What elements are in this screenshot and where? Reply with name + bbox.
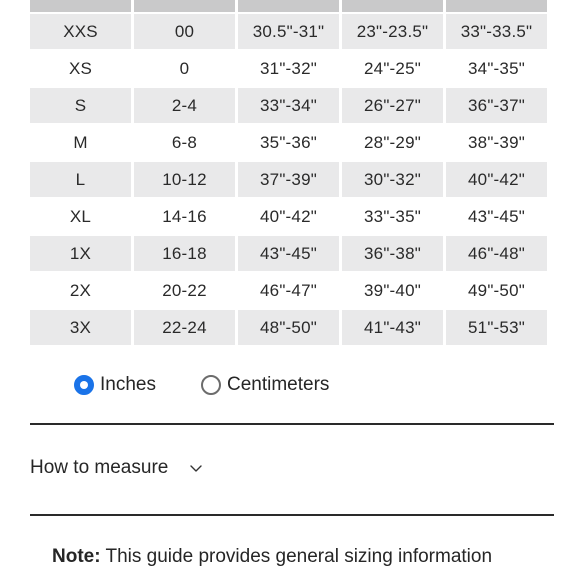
table-cell: 2X: [69, 280, 92, 300]
divider: [30, 423, 554, 425]
table-cell: 46"-48": [446, 236, 547, 271]
table-cell: 31"-32": [260, 58, 317, 78]
centimeters-label: Centimeters: [226, 374, 330, 395]
table-cell: 36"-37": [446, 88, 547, 123]
how-to-measure-label: How to measure: [30, 457, 169, 478]
centimeters-radio[interactable]: [201, 375, 221, 395]
how-to-measure-toggle[interactable]: [30, 457, 202, 479]
size-chart: [30, 0, 554, 352]
table-header-cell: [238, 0, 339, 12]
table-header-cell: [30, 0, 131, 12]
table-row: [30, 310, 547, 345]
table-cell: 36"-38": [342, 236, 443, 271]
table-cell: 00: [134, 14, 235, 49]
table-cell: 6-8: [171, 132, 198, 152]
table-cell: 41"-43": [342, 310, 443, 345]
table-row: [30, 88, 547, 123]
table-cell: 2-4: [134, 88, 235, 123]
table-cell: L: [30, 162, 131, 197]
divider: [30, 514, 554, 516]
table-cell: 51"-53": [446, 310, 547, 345]
table-cell: M: [73, 132, 88, 152]
table-header-cell: [446, 0, 547, 12]
table-cell: 14-16: [162, 206, 207, 226]
table-header-cell: [342, 0, 443, 12]
table-cell: 20-22: [162, 280, 207, 300]
table-cell: 10-12: [134, 162, 235, 197]
table-cell: 35"-36": [260, 132, 317, 152]
table-cell: XL: [69, 206, 92, 226]
table-cell: 49"-50": [468, 280, 525, 300]
table-row: [30, 199, 547, 234]
table-row: [30, 14, 547, 49]
unit-selector: [74, 371, 329, 399]
inches-label: Inches: [100, 374, 156, 395]
table-header-cell: [134, 0, 235, 12]
sizing-note: [52, 546, 492, 568]
table-cell: 40"-42": [260, 206, 317, 226]
table-cell: 3X: [30, 310, 131, 345]
table-cell: 37"-39": [238, 162, 339, 197]
table-cell: 28"-29": [364, 132, 421, 152]
table-cell: 16-18: [134, 236, 235, 271]
table-row: [30, 236, 547, 271]
table-cell: 40"-42": [446, 162, 547, 197]
table-header-row: [30, 0, 547, 12]
table-cell: 43"-45": [468, 206, 525, 226]
table-cell: 30"-32": [342, 162, 443, 197]
table-cell: 23"-23.5": [342, 14, 443, 49]
table-cell: 33"-33.5": [446, 14, 547, 49]
table-cell: 38"-39": [468, 132, 525, 152]
table-cell: 0: [179, 58, 190, 78]
table-cell: 48"-50": [238, 310, 339, 345]
table-row: [30, 51, 547, 86]
note-text: This guide provides general sizing information: [105, 546, 493, 567]
table-cell: 24"-25": [364, 58, 421, 78]
table-cell: 22-24: [134, 310, 235, 345]
table-cell: 39"-40": [364, 280, 421, 300]
centimeters-option[interactable]: [201, 374, 329, 396]
table-cell: 46"-47": [260, 280, 317, 300]
chevron-down-icon[interactable]: [190, 465, 202, 473]
inches-radio[interactable]: [74, 375, 94, 395]
table-row: [30, 273, 547, 308]
table-row: [30, 125, 547, 160]
table-row: [30, 162, 547, 197]
table-cell: XXS: [30, 14, 131, 49]
table-cell: 1X: [30, 236, 131, 271]
note-title: Note:: [52, 546, 101, 567]
inches-option[interactable]: [74, 374, 156, 396]
table-cell: 33"-34": [238, 88, 339, 123]
table-cell: 34"-35": [468, 58, 525, 78]
size-table: [30, 0, 550, 347]
table-cell: XS: [68, 58, 93, 78]
table-cell: 43"-45": [238, 236, 339, 271]
table-cell: 30.5"-31": [238, 14, 339, 49]
table-cell: S: [30, 88, 131, 123]
table-cell: 33"-35": [364, 206, 421, 226]
table-cell: 26"-27": [342, 88, 443, 123]
